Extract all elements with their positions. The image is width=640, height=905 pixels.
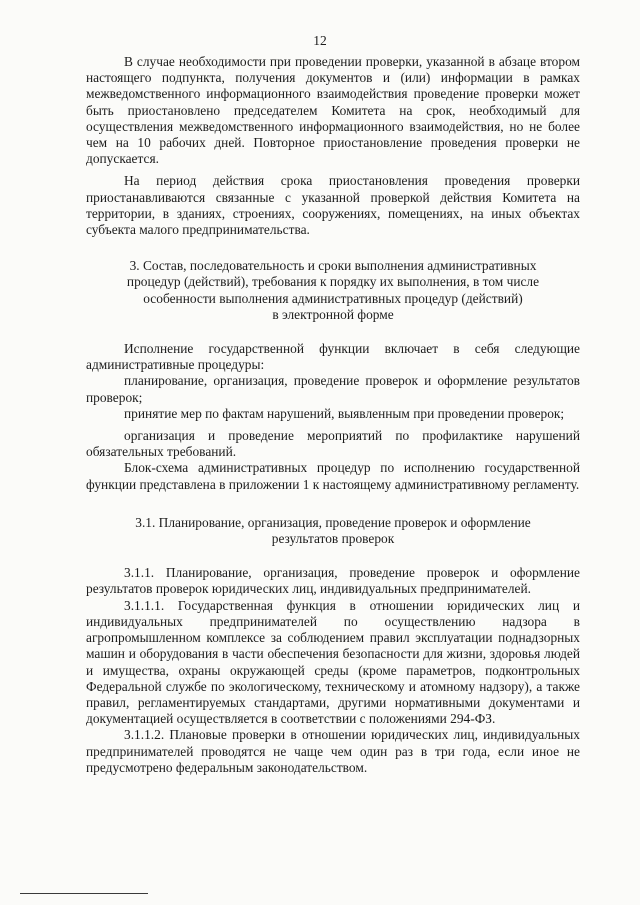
section-3-heading-line: процедур (действий), требования к порядку их выполнения, в том числе	[126, 274, 540, 290]
paragraph-block-scheme: Блок-схема административных процедур по исполнению государственной функции представлена в приложении 1 к настоящему административному регламенту.	[86, 460, 580, 492]
paragraph-3-1-1: 3.1.1. Планирование, организация, проведение проверок и оформление результатов проверок юридических лиц, индивидуальных предпринимателей.	[86, 565, 580, 597]
page-number: 12	[313, 33, 327, 48]
paragraph-procedures-intro: Исполнение государственной функции включает в себя следующие административные процедуры:	[86, 341, 580, 373]
section-3-1-heading-line: результатов проверок	[271, 531, 395, 547]
list-item-prevention: организация и проведение мероприятий по профилактике нарушений обязательных требований.	[86, 428, 580, 460]
paragraph-suspension: В случае необходимости при проведении проверки, указанной в абзаце втором настоящего подпункта, получения документов и (или) информации в рамках межведомственного информационного взаимодействия проведение проверки может быть приостановлено председателем Комитета на срок, необходимый для осуществления межведомственного информационного взаимодействия, но не более чем на 10 рабочих дней. Повторное приостановление проведения проверки не допускается.	[86, 54, 580, 167]
document-body	[86, 54, 580, 776]
section-3-heading-line: 3. Состав, последовательность и сроки выполнения административных	[129, 258, 537, 274]
section-3-1-heading	[86, 515, 580, 547]
paragraph-suspension-period: На период действия срока приостановления проведения проверки приостанавливаются связанные с указанной проверкой действия Комитета на территории, в зданиях, строениях, сооружениях, помещениях, на иных объектах субъекта малого предпринимательства.	[86, 173, 580, 238]
section-3-heading-line: особенности выполнения административных процедур (действий)	[143, 290, 523, 306]
list-item-measures: принятие мер по фактам нарушений, выявленным при проведении проверок;	[124, 405, 565, 421]
footer-rule	[20, 893, 148, 894]
section-3-1-heading-line: 3.1. Планирование, организация, проведение проверок и оформление	[135, 514, 531, 530]
list-item-planning: планирование, организация, проведение проверок и оформление результатов проверок;	[86, 373, 580, 405]
section-3-heading	[86, 258, 580, 323]
paragraph-3-1-1-2: 3.1.1.2. Плановые проверки в отношении юридических лиц, индивидуальных предпринимателей проводятся не чаще чем один раз в три года, если иное не предусмотрено федеральным законодательством.	[86, 727, 580, 775]
paragraph-3-1-1-1: 3.1.1.1. Государственная функция в отношении юридических лиц и индивидуальных предпринимателей по осуществлению надзора в агропромышленном комплексе за соблюдением правил эксплуатации поднадзорных машин и оборудования в части обеспечения безопасности для жизни, здоровья людей и имущества, охраны окружающей среды (кроме параметров, подконтрольных Федеральной службе по экологическому, техническому и атомному надзору), а также правил, регламентируемых стандартами, другими нормативными документами и документацией осуществляется в соответствии с положениями 294-ФЗ.	[86, 597, 580, 727]
section-3-heading-line: в электронной форме	[272, 306, 394, 322]
